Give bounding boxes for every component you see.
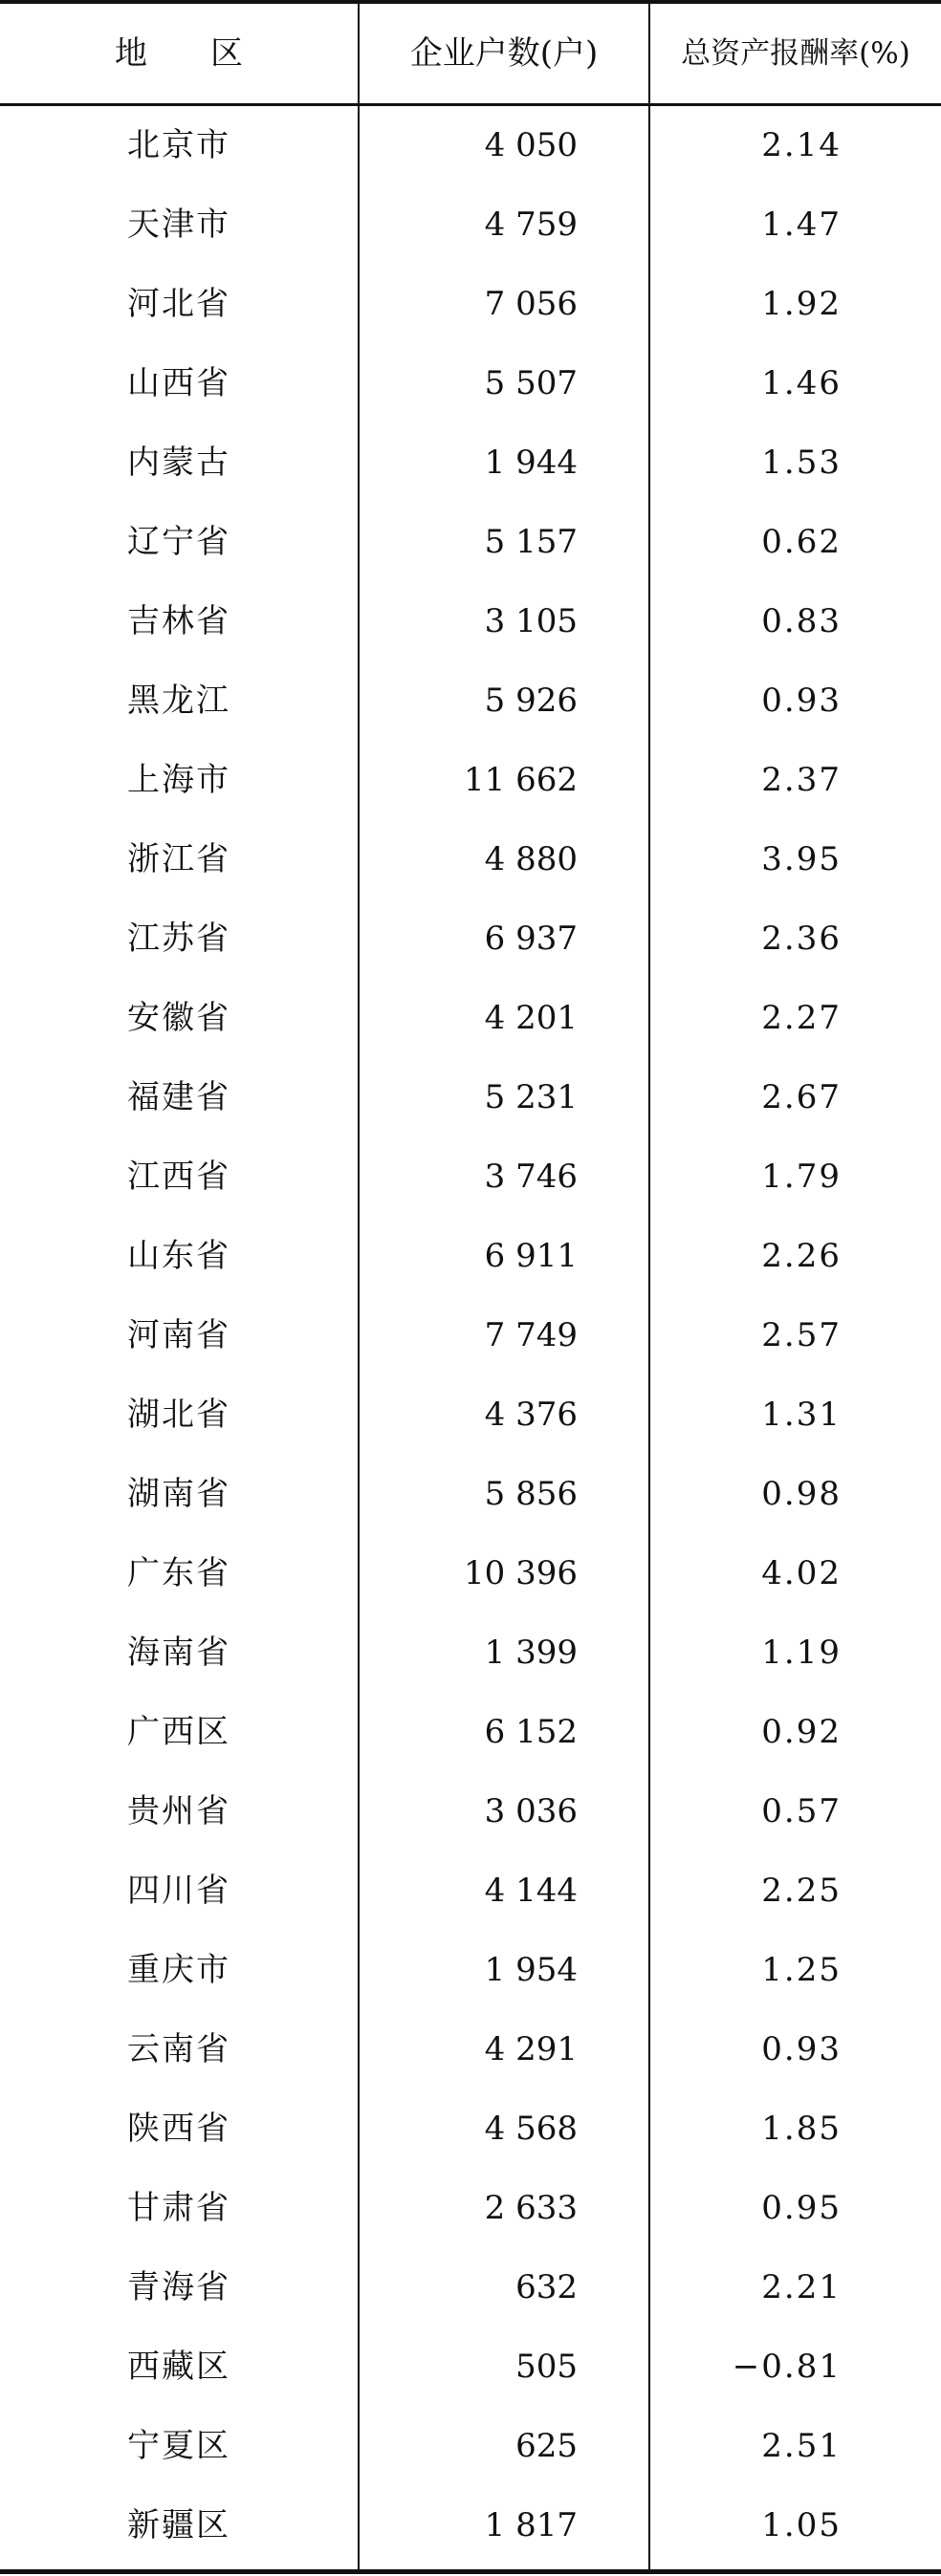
table-row bbox=[0, 423, 941, 503]
region-cell: 西藏区 bbox=[127, 2348, 230, 2386]
region-cell: 浙江省 bbox=[127, 840, 230, 878]
table-row bbox=[0, 503, 941, 582]
table-row bbox=[0, 582, 941, 661]
table-row bbox=[0, 1375, 941, 1455]
region-cell: 黑龙江 bbox=[127, 682, 230, 720]
return-on-assets-cell: 1.85 bbox=[761, 2110, 842, 2148]
region-cell: 海南省 bbox=[127, 1634, 230, 1672]
return-on-assets-cell: 1.47 bbox=[761, 206, 842, 244]
table-row bbox=[0, 2010, 941, 2089]
return-on-assets-cell: 0.93 bbox=[761, 2030, 842, 2068]
table-row bbox=[0, 979, 941, 1058]
enterprise-count-cell: 6 937 bbox=[484, 920, 578, 958]
return-on-assets-cell: 1.31 bbox=[761, 1396, 842, 1434]
return-on-assets-cell: 0.62 bbox=[761, 523, 842, 561]
region-cell: 重庆市 bbox=[127, 1951, 230, 1989]
enterprise-count-cell: 10 396 bbox=[464, 1554, 578, 1592]
table-row bbox=[0, 1534, 941, 1613]
enterprise-count-cell: 5 926 bbox=[484, 682, 578, 720]
enterprise-count-cell: 625 bbox=[515, 2427, 578, 2465]
enterprise-count-cell: 5 507 bbox=[484, 364, 578, 402]
table-row bbox=[0, 899, 941, 979]
table-header bbox=[0, 4, 941, 103]
table-row bbox=[0, 741, 941, 820]
region-cell: 河北省 bbox=[127, 285, 230, 323]
table-row bbox=[0, 265, 941, 344]
region-cell: 安徽省 bbox=[127, 999, 230, 1037]
return-on-assets-cell: 1.46 bbox=[761, 364, 842, 402]
table-row bbox=[0, 1693, 941, 1772]
table-row bbox=[0, 2089, 941, 2169]
enterprise-count-cell: 1 817 bbox=[484, 2506, 578, 2544]
return-on-assets-cell: 2.67 bbox=[761, 1078, 842, 1116]
region-cell: 辽宁省 bbox=[127, 523, 230, 561]
region-cell: 陕西省 bbox=[127, 2110, 230, 2148]
table-row bbox=[0, 1455, 941, 1534]
region-cell: 福建省 bbox=[127, 1078, 230, 1116]
enterprise-count-cell: 1 954 bbox=[484, 1951, 578, 1989]
return-on-assets-cell: 3.95 bbox=[761, 840, 842, 878]
region-cell: 广东省 bbox=[127, 1554, 230, 1592]
return-on-assets-cell: 2.14 bbox=[761, 126, 842, 164]
enterprise-count-cell: 5 231 bbox=[484, 1078, 578, 1116]
table-row bbox=[0, 1851, 941, 1931]
enterprise-count-cell: 2 633 bbox=[484, 2189, 578, 2227]
enterprise-count-cell: 632 bbox=[515, 2268, 578, 2306]
enterprise-count-cell: 4 201 bbox=[484, 999, 578, 1037]
region-cell: 湖北省 bbox=[127, 1396, 230, 1434]
enterprise-count-cell: 6 152 bbox=[484, 1713, 578, 1751]
return-on-assets-cell: 2.57 bbox=[761, 1316, 842, 1354]
return-on-assets-cell: 4.02 bbox=[761, 1554, 842, 1592]
enterprise-count-cell: 5 856 bbox=[484, 1475, 578, 1513]
return-on-assets-cell: 2.26 bbox=[761, 1237, 842, 1275]
table-row bbox=[0, 2169, 941, 2248]
enterprise-count-cell: 3 036 bbox=[484, 1792, 578, 1830]
enterprise-count-cell: 4 291 bbox=[484, 2030, 578, 2068]
region-cell: 云南省 bbox=[127, 2030, 230, 2068]
enterprise-count-cell: 4 759 bbox=[484, 206, 578, 244]
return-on-assets-cell: 0.93 bbox=[761, 682, 842, 720]
return-on-assets-cell: 1.05 bbox=[761, 2506, 842, 2544]
enterprise-count-cell: 4 880 bbox=[484, 840, 578, 878]
table-bottom-rule bbox=[0, 2569, 941, 2574]
region-cell: 山东省 bbox=[127, 1237, 230, 1275]
region-cell: 新疆区 bbox=[127, 2506, 230, 2544]
return-on-assets-cell: 1.79 bbox=[761, 1158, 842, 1196]
table-row bbox=[0, 2486, 941, 2565]
table-row bbox=[0, 185, 941, 265]
return-on-assets-cell: 2.51 bbox=[761, 2427, 842, 2465]
enterprise-count-cell: 4 144 bbox=[484, 1872, 578, 1910]
region-cell: 江苏省 bbox=[127, 920, 230, 958]
table-row bbox=[0, 661, 941, 741]
table-row bbox=[0, 1931, 941, 2010]
region-cell: 天津市 bbox=[127, 206, 230, 244]
region-cell: 内蒙古 bbox=[127, 444, 230, 482]
enterprise-count-cell: 3 746 bbox=[484, 1158, 578, 1196]
enterprise-count-cell: 4 376 bbox=[484, 1396, 578, 1434]
return-on-assets-cell: 2.27 bbox=[761, 999, 842, 1037]
return-on-assets-cell: 0.83 bbox=[761, 602, 842, 640]
return-on-assets-cell: 2.37 bbox=[761, 761, 842, 799]
region-cell: 宁夏区 bbox=[127, 2427, 230, 2465]
return-on-assets-cell: 2.21 bbox=[761, 2268, 842, 2306]
region-cell: 甘肃省 bbox=[127, 2189, 230, 2227]
enterprise-count-cell: 6 911 bbox=[484, 1237, 578, 1275]
region-cell: 湖南省 bbox=[127, 1475, 230, 1513]
table-row bbox=[0, 1058, 941, 1137]
table-row bbox=[0, 2248, 941, 2327]
region-cell: 江西省 bbox=[127, 1158, 230, 1196]
return-on-assets-cell: 0.98 bbox=[761, 1475, 842, 1513]
enterprise-count-cell: 11 662 bbox=[464, 761, 578, 799]
region-cell: 四川省 bbox=[127, 1872, 230, 1910]
enterprise-count-cell: 4 568 bbox=[484, 2110, 578, 2148]
enterprise-count-cell: 3 105 bbox=[484, 602, 578, 640]
region-cell: 贵州省 bbox=[127, 1792, 230, 1830]
return-on-assets-cell: 0.57 bbox=[761, 1792, 842, 1830]
header-enterprise-count: 企业户数(户) bbox=[409, 34, 599, 73]
table-row bbox=[0, 106, 941, 185]
region-cell: 广西区 bbox=[127, 1713, 230, 1751]
header-region: 地区 bbox=[115, 34, 306, 73]
return-on-assets-cell: −0.81 bbox=[732, 2348, 842, 2386]
header-return-on-assets: 总资产报酬率(%) bbox=[681, 36, 910, 71]
table-row bbox=[0, 1613, 941, 1693]
enterprise-count-cell: 7 749 bbox=[484, 1316, 578, 1354]
return-on-assets-cell: 0.92 bbox=[761, 1713, 842, 1751]
region-cell: 河南省 bbox=[127, 1316, 230, 1354]
region-cell: 青海省 bbox=[127, 2268, 230, 2306]
enterprise-count-cell: 5 157 bbox=[484, 523, 578, 561]
enterprise-count-cell: 1 399 bbox=[484, 1634, 578, 1672]
table-row bbox=[0, 2327, 941, 2407]
return-on-assets-cell: 1.19 bbox=[761, 1634, 842, 1672]
table-body bbox=[0, 106, 941, 2565]
table-row bbox=[0, 344, 941, 423]
enterprise-count-cell: 505 bbox=[515, 2348, 578, 2386]
enterprise-count-cell: 1 944 bbox=[484, 444, 578, 482]
return-on-assets-cell: 1.25 bbox=[761, 1951, 842, 1989]
table-row bbox=[0, 1296, 941, 1375]
table-row bbox=[0, 1217, 941, 1296]
table-row bbox=[0, 820, 941, 899]
region-cell: 北京市 bbox=[127, 126, 230, 164]
return-on-assets-cell: 1.92 bbox=[761, 285, 842, 323]
region-cell: 吉林省 bbox=[127, 602, 230, 640]
return-on-assets-cell: 2.36 bbox=[761, 920, 842, 958]
return-on-assets-cell: 0.95 bbox=[761, 2189, 842, 2227]
return-on-assets-cell: 2.25 bbox=[761, 1872, 842, 1910]
return-on-assets-cell: 1.53 bbox=[761, 444, 842, 482]
table-row bbox=[0, 1772, 941, 1851]
region-cell: 上海市 bbox=[127, 761, 230, 799]
table-row bbox=[0, 1137, 941, 1217]
enterprise-count-cell: 4 050 bbox=[484, 126, 578, 164]
enterprise-count-cell: 7 056 bbox=[484, 285, 578, 323]
region-cell: 山西省 bbox=[127, 364, 230, 402]
table-row bbox=[0, 2407, 941, 2486]
